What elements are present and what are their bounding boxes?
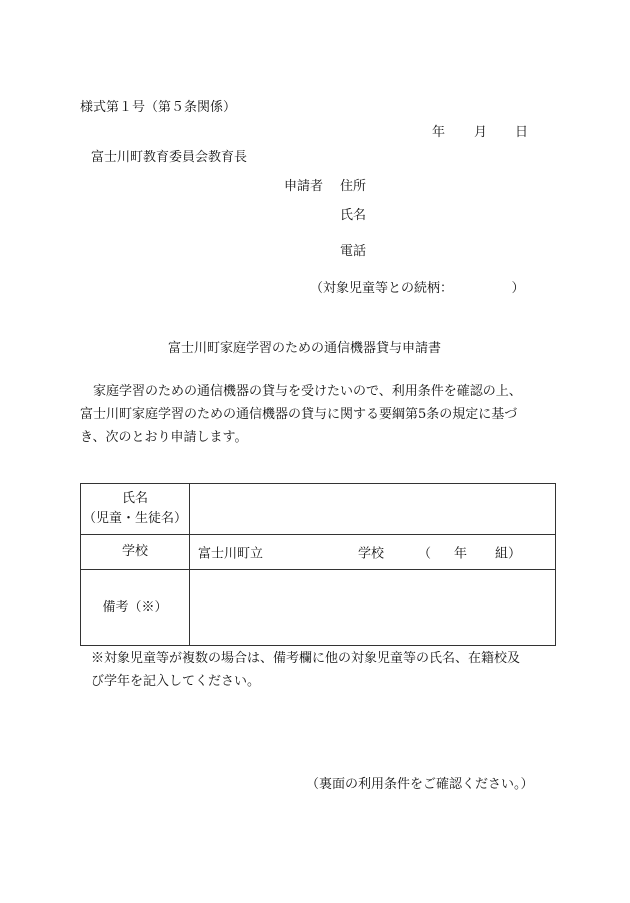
- table-row-name: [81, 484, 556, 535]
- applicant-phone-label: 電話: [340, 244, 367, 259]
- school-paren-open: （: [418, 546, 432, 562]
- form-number-label: 様式第１号（第５条関係）: [80, 100, 237, 115]
- date-day: 日: [515, 125, 529, 140]
- school-prefix: 富士川町立: [198, 546, 264, 562]
- name-label-cell: [81, 484, 190, 535]
- school-suffix: 学校: [358, 546, 385, 562]
- applicant-relation: （対象児童等との続柄： ）: [310, 281, 525, 296]
- body-line-3: き、次のとおり申請します。: [80, 430, 248, 445]
- remarks-label-cell: [81, 570, 190, 646]
- remarks-label: 備考（※）: [102, 599, 168, 615]
- date-month: 月: [474, 125, 488, 140]
- name-sublabel: （児童・生徒名）: [82, 511, 187, 526]
- name-value-cell[interactable]: [190, 484, 556, 535]
- applicant-label: 申請者: [284, 179, 324, 194]
- remarks-value-cell[interactable]: [190, 570, 556, 646]
- note-line-2: び学年を記入してください。: [91, 674, 261, 689]
- student-info-table: [80, 483, 556, 646]
- table-row-remarks: [81, 570, 556, 646]
- class-label: 組）: [495, 546, 522, 562]
- body-line-1: 家庭学習のための通信機器の貸与を受けたいので、利用条件を確認の上、: [93, 384, 522, 399]
- grade-label: 年: [454, 546, 468, 562]
- school-value-cell[interactable]: [190, 535, 556, 570]
- footer-note: （裏面の利用条件をご確認ください。）: [306, 777, 534, 792]
- note-line-1: ※対象児童等が複数の場合は、備考欄に他の対象児童等の氏名、在籍校及: [91, 651, 521, 666]
- body-paragraph: [80, 380, 560, 449]
- addressee: 富士川町教育委員会教育長: [91, 150, 248, 165]
- school-label: 学校: [121, 544, 148, 559]
- school-label-cell: [81, 535, 190, 570]
- document-title: 富士川町家庭学習のための通信機器貸与申請書: [168, 341, 442, 356]
- table-row-school: [81, 535, 556, 570]
- body-line-2: 富士川町家庭学習のための通信機器の貸与に関する要綱第5条の規定に基づ: [80, 407, 518, 422]
- name-label: 氏名: [121, 491, 148, 506]
- applicant-address-label: 住所: [340, 179, 367, 194]
- note-paragraph: [91, 647, 561, 693]
- date-year: 年: [432, 125, 446, 140]
- applicant-name-label: 氏名: [340, 208, 367, 223]
